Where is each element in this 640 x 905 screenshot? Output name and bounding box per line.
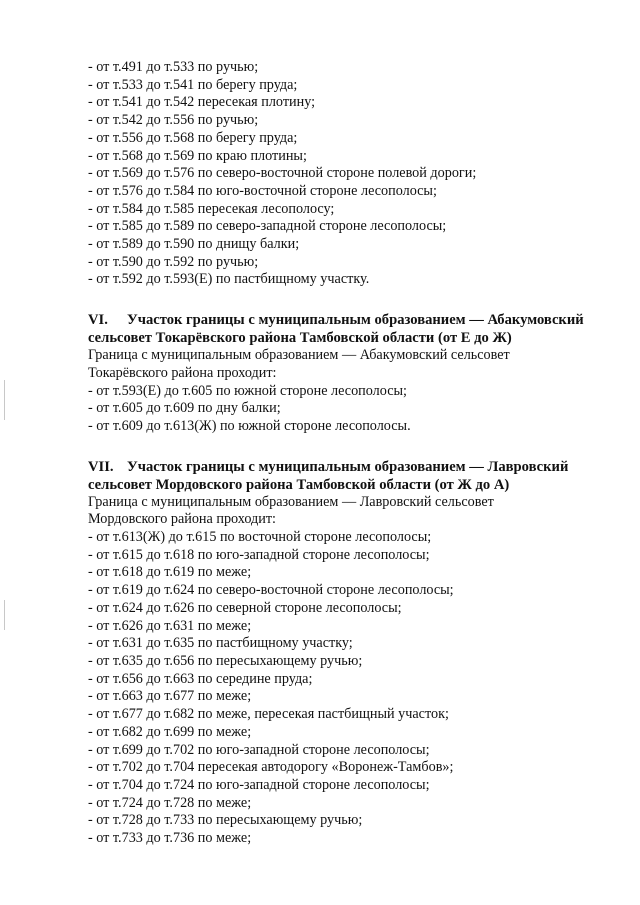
list-item: - от т.569 до т.576 по северо-восточной стороне полевой дороги; (88, 165, 477, 182)
list-item: - от т.589 до т.590 по днищу балки; (88, 236, 300, 253)
list-item: - от т.556 до т.568 по берегу пруда; (88, 129, 298, 146)
section-intro: Граница с муниципальным образованием — Абакумовский сельсовет (88, 347, 510, 364)
section-intro: Мордовского района проходит: (88, 511, 276, 528)
list-item: - от т.728 до т.733 по пересыхающему ручью; (88, 812, 363, 829)
section-heading-line: Участок границы с муниципальным образованием — Абакумовский (127, 312, 584, 329)
document-page (88, 59, 618, 848)
section-number: VII. (88, 458, 114, 475)
list-item: - от т.491 до т.533 по ручью; (88, 59, 259, 75)
list-item: - от т.626 до т.631 по меже; (88, 617, 252, 634)
section-intro: Граница с муниципальным образованием — Лавровский сельсовет (88, 493, 494, 510)
route-list-continued (88, 59, 618, 289)
list-item: - от т.615 до т.618 по юго-западной стороне лесополосы; (88, 546, 430, 563)
list-item: - от т.677 до т.682 по меже, пересекая пастбищный участок; (88, 706, 449, 723)
list-item: - от т.584 до т.585 пересекая лесополосу; (88, 200, 335, 217)
list-item: - от т.624 до т.626 по северной стороне лесополосы; (88, 599, 402, 616)
list-item: - от т.733 до т.736 по меже; (88, 830, 252, 847)
section-vi (88, 311, 618, 436)
list-item: - от т.704 до т.724 по юго-западной стороне лесополосы; (88, 776, 430, 793)
scan-artifact (4, 600, 5, 630)
list-item: - от т.609 до т.613(Ж) по южной стороне лесополосы. (88, 417, 411, 434)
list-item: - от т.576 до т.584 по юго-восточной стороне лесополосы; (88, 182, 437, 199)
list-item: - от т.619 до т.624 по северо-восточной стороне лесополосы; (88, 582, 454, 599)
list-item: - от т.590 до т.592 по ручью; (88, 253, 259, 270)
list-item: - от т.542 до т.556 по ручью; (88, 112, 259, 129)
list-item: - от т.724 до т.728 по меже; (88, 794, 252, 811)
list-item: - от т.613(Ж) до т.615 по восточной стороне лесополосы; (88, 529, 432, 546)
scan-artifact (4, 380, 5, 420)
list-item: - от т.663 до т.677 по меже; (88, 688, 252, 705)
list-item: - от т.568 до т.569 по краю плотины; (88, 147, 307, 164)
section-intro: Токарёвского района проходит: (88, 364, 277, 381)
section-number: VI. (88, 312, 108, 329)
section-heading-line: сельсовет Токарёвского района Тамбовской области (от Е до Ж) (88, 330, 512, 347)
list-item: - от т.699 до т.702 по юго-западной стороне лесополосы; (88, 741, 430, 758)
section-heading (88, 458, 618, 476)
section-heading-line: сельсовет Мордовского района Тамбовской области (от Ж до А) (88, 476, 510, 493)
section-vii (88, 458, 618, 848)
list-item: - от т.656 до т.663 по середине пруда; (88, 670, 313, 687)
list-item: - от т.682 до т.699 по меже; (88, 723, 252, 740)
list-item: - от т.631 до т.635 по пастбищному участку; (88, 635, 353, 652)
list-item: - от т.605 до т.609 по дну балки; (88, 400, 281, 417)
list-item: - от т.618 до т.619 по меже; (88, 564, 252, 581)
list-item: - от т.585 до т.589 по северо-западной стороне лесополосы; (88, 218, 447, 235)
list-item: - от т.635 до т.656 по пересыхающему ручью; (88, 652, 363, 669)
list-item: - от т.593(Е) до т.605 по южной стороне лесополосы; (88, 382, 407, 399)
list-item: - от т.533 до т.541 по берегу пруда; (88, 76, 298, 93)
section-heading-line: Участок границы с муниципальным образованием — Лавровский (127, 458, 569, 475)
section-heading (88, 311, 618, 329)
list-item: - от т.592 до т.593(Е) по пастбищному участку. (88, 271, 370, 288)
list-item: - от т.702 до т.704 пересекая автодорогу «Воронеж-Тамбов»; (88, 759, 454, 776)
list-item: - от т.541 до т.542 пересекая плотину; (88, 94, 316, 111)
